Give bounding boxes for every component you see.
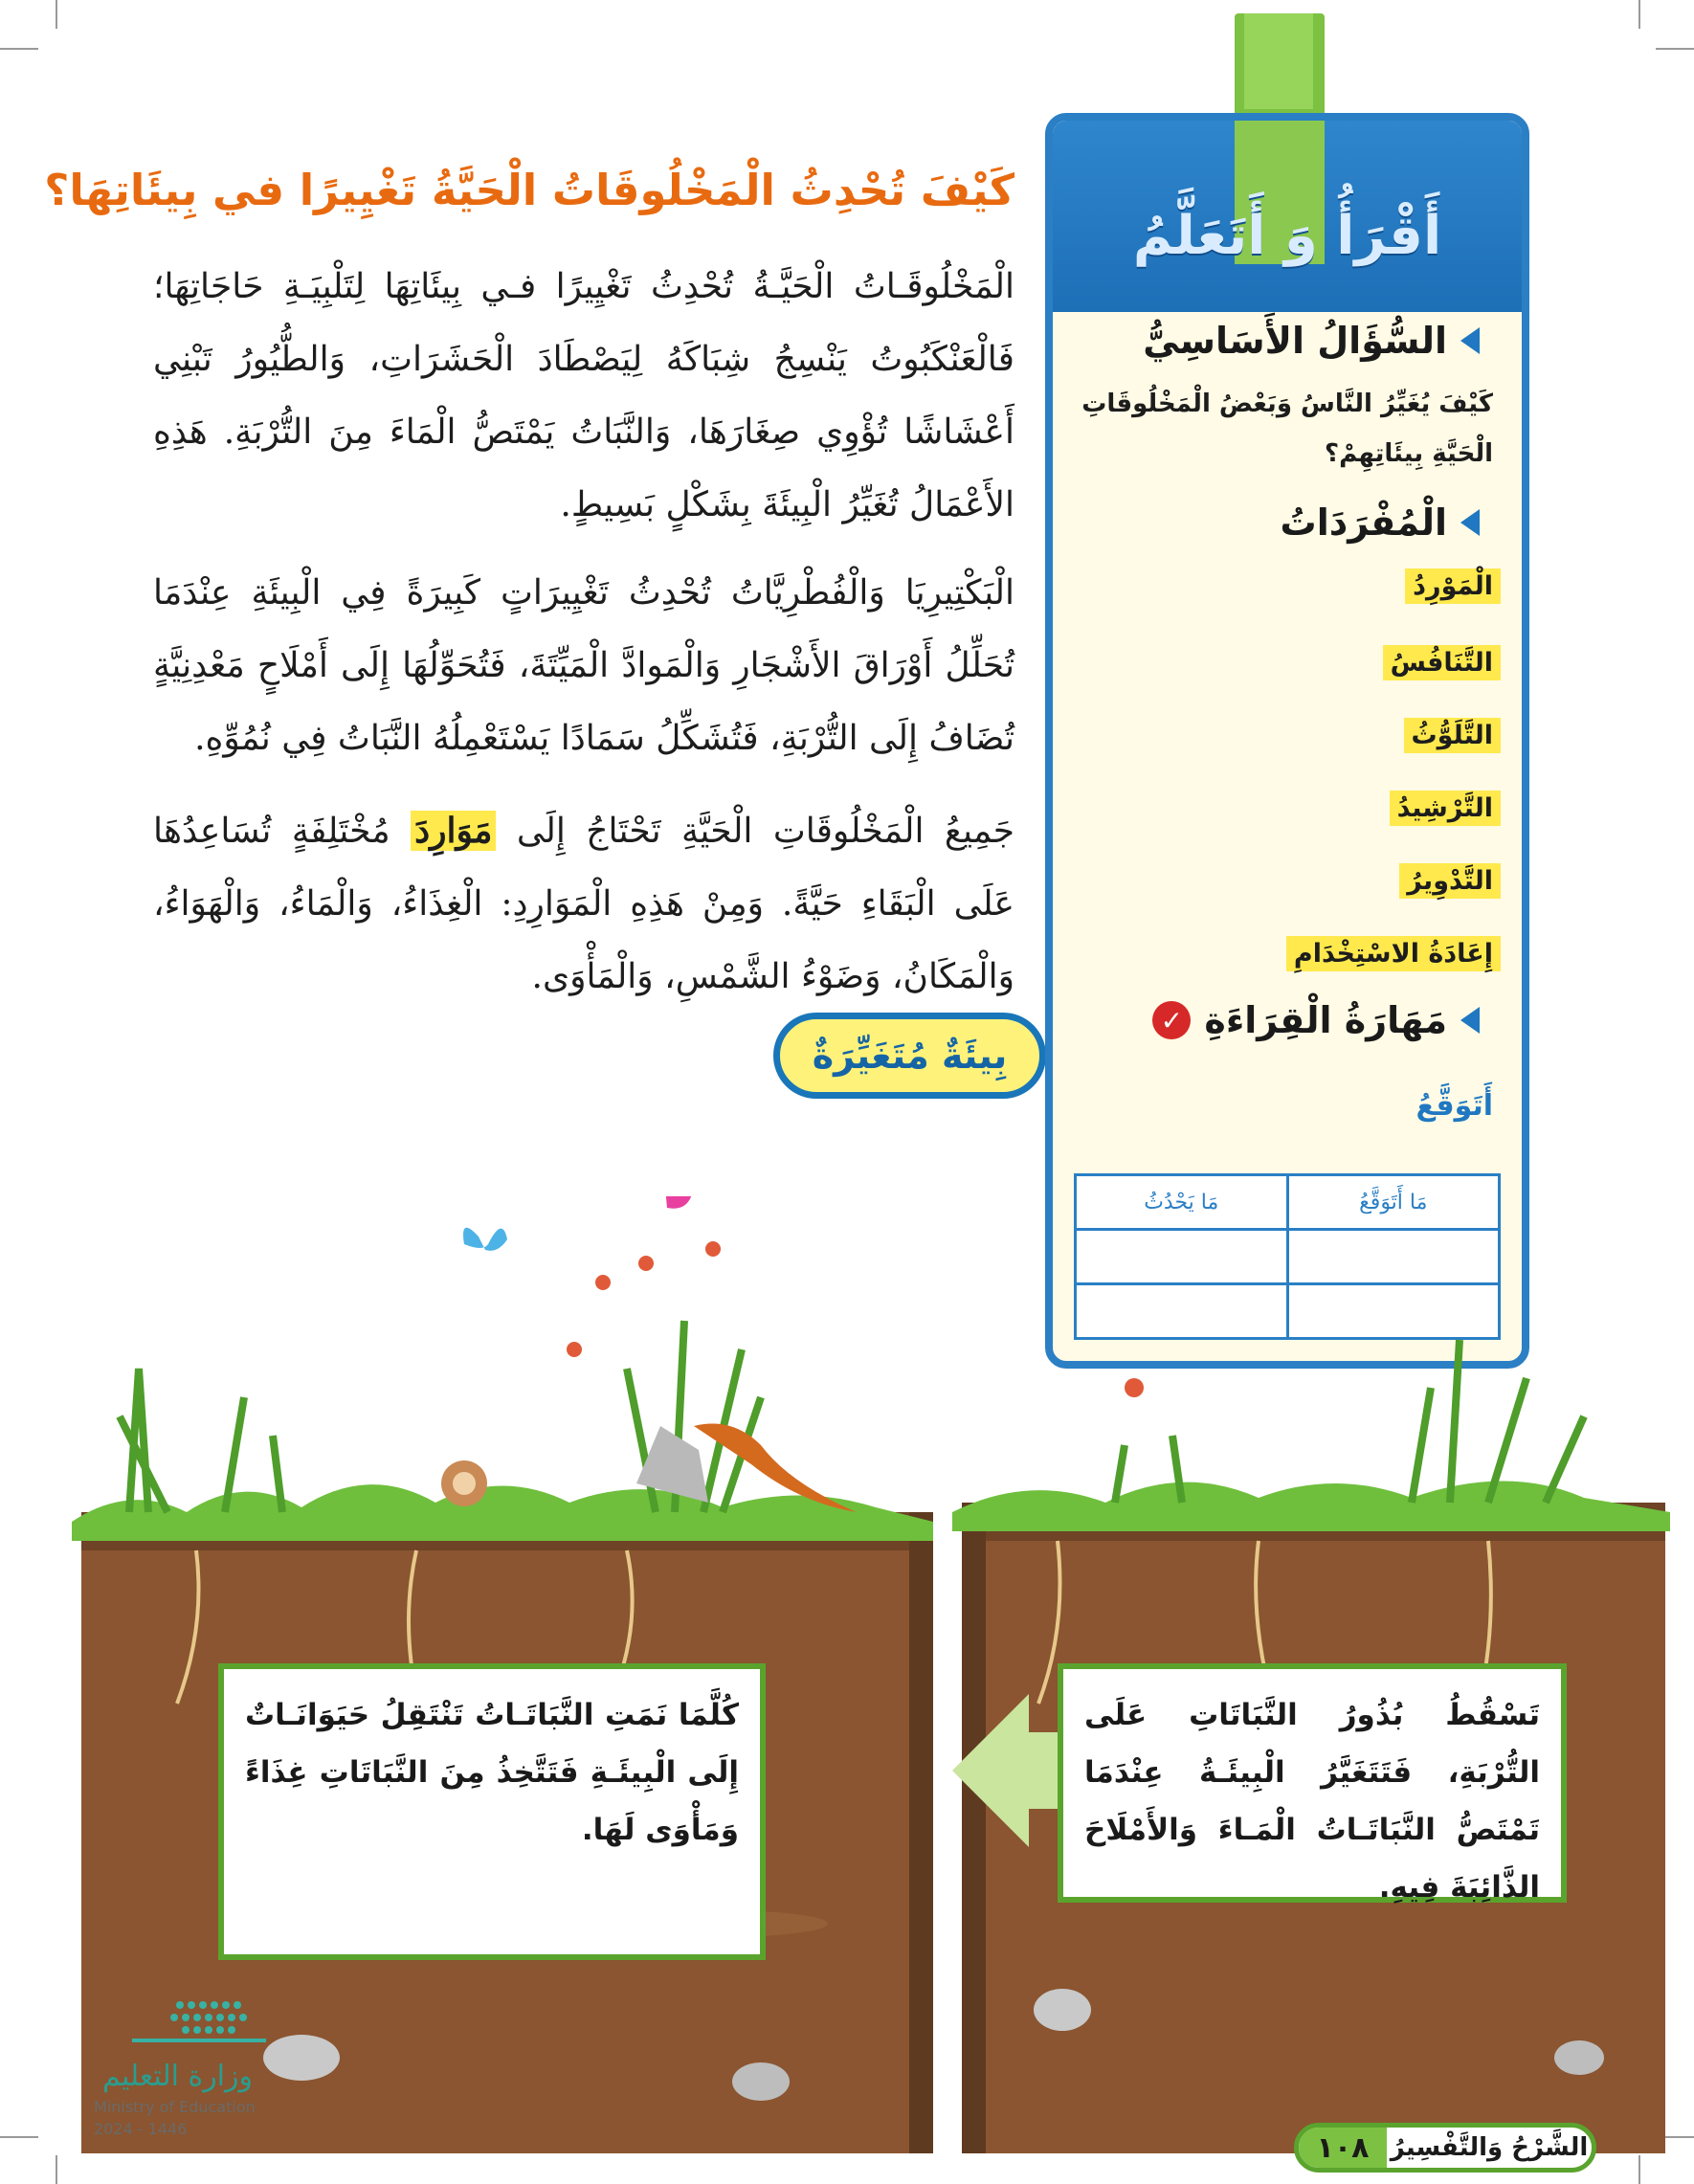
sidebar-title: أَقْرَأُ وَ أَتَعَلَّمُ <box>1132 205 1442 267</box>
highlighted-term-resources: مَوَارِدَ <box>411 811 496 851</box>
vocab-item: التَّدْوِيرُ <box>1399 863 1501 899</box>
footer-section-label: الشَّرْحُ وَالتَّفْسِيرُ <box>1390 2133 1589 2162</box>
paragraph-3-start: جَمِيعُ الْمَخْلُوقَاتِ الْحَيَّةِ تَحْتَاجُ إِلَى <box>516 812 1014 851</box>
reading-skill-title: مَهَارَةُ الْقِرَاءَةِ <box>1204 999 1447 1041</box>
triangle-bullet-icon <box>1460 327 1480 354</box>
butterfly-icon <box>463 1228 507 1251</box>
essential-question-heading <box>1143 320 1480 362</box>
check-icon: ✓ <box>1152 1001 1191 1039</box>
essential-question-text: كَيْفَ يُغَيِّرُ النَّاسُ وَبَعْضُ الْمَخْلُوقَاتِ الْحَيَّةِ بِيئَاتِهِمْ؟ <box>1081 390 1493 468</box>
crop-mark <box>56 0 57 29</box>
paragraph-2: الْبَكْتِيرِيَا وَالْفُطْرِيَّاتُ تُحْدِثُ تَغْيِيرَاتٍ كَبِيرَةً فِي الْبِيئَةِ عِنْدَمَا تُحَلِّلُ أَوْرَاقَ الأَشْجَارِ وَالْمَوادَّ الْمَيِّتَةَ، فَتُحَوِّلُهَا إِلَى أَمْلَاحٍ مَعْدِنِيَّةٍ تُضَافُ إِلَى التُّرْبَةِ، فَتُشَكِّلُ سَمَادًا يَسْتَعْمِلُهُ النَّبَاتُ فِي نُمُوِّهِ. <box>153 573 1014 758</box>
crop-mark <box>1656 48 1694 50</box>
vocab-item: الْمَوْرِدُ <box>1405 568 1501 604</box>
paragraph-3-end: مُخْتَلِفَةٍ تُسَاعِدُهَا عَلَى الْبَقَاءِ حَيَّةً. وَمِنْ هَذِهِ الْمَوَارِدِ: الْغِذَاءُ، وَالْمَاءُ، وَالْهَوَاءُ، وَالْمَكَانُ، وَضَوْءُ الشَّمْسِ، وَالْمَأْوَى. <box>153 812 1014 996</box>
callout-seeds-fall: تَسْقُطُ بُذُورُ النَّبَاتَاتِ عَلَى التُّرْبَةِ، فَتَتَغَيَّرُ الْبِيئَـةُ عِنْدَمَا تَمْتَصُّ النَّبَاتَـاتُ الْمَـاءَ وَالأَمْلَاحَ الذَّائِبَةَ فِيهِ. <box>1058 1663 1567 1903</box>
read-and-learn-sidebar <box>1045 113 1529 1369</box>
essential-question-title: السُّؤَالُ الأَسَاسِيُّ <box>1143 320 1447 362</box>
crop-mark <box>0 2136 38 2138</box>
lesson-title: كَيْفَ تُحْدِثُ الْمَخْلُوقَاتُ الْحَيَّةُ تَغْيِيرًا في بِيئَاتِهَا؟ <box>44 165 1014 215</box>
ministry-name-arabic: وزارة التعليم <box>101 2060 253 2093</box>
reading-skill-heading <box>1152 999 1480 1041</box>
triangle-bullet-icon <box>1460 509 1480 536</box>
snail-icon <box>441 1460 487 1506</box>
triangle-bullet-icon <box>1460 1007 1480 1034</box>
crop-mark <box>1638 2155 1640 2184</box>
paragraph-3 <box>153 794 1014 1014</box>
sidebar-header <box>1053 121 1522 312</box>
vocab-item: التَّرْشِيدُ <box>1390 791 1501 826</box>
table-header-happens: مَا يَحْدُثُ <box>1076 1175 1288 1230</box>
section-label-changing-environment: بِيئَةٌ مُتَغَيِّرَةٌ <box>773 1013 1046 1099</box>
vocabulary-heading <box>1281 501 1480 544</box>
crop-mark <box>56 2155 57 2184</box>
page-number: ١٠٨ <box>1299 2128 1387 2168</box>
ministry-name-english: Ministry of Education <box>94 2098 256 2116</box>
crop-mark <box>0 48 38 50</box>
vocab-item: التَّلَوُّثُ <box>1404 718 1502 753</box>
ministry-logo-icon <box>94 1991 323 2058</box>
callout-animals-move: كُلَّمَا نَمَتِ النَّبَاتَـاتُ تَنْتَقِلُ حَيَوَانَـاتٌ إِلَى الْبِيئَـةِ فَتَتَّخِذُ مِنَ النَّبَاتَاتِ غِذَاءً وَمَأْوَى لَهَا. <box>218 1663 766 1960</box>
edition-year: 2024 - 1446 <box>94 2120 188 2138</box>
bookmark-tab-highlight <box>1244 13 1313 109</box>
table-header-predict: مَا أَتَوَقَّعُ <box>1287 1175 1500 1230</box>
crop-mark <box>1638 0 1640 29</box>
reading-skill-name: أَتَوَقَّعُ <box>1415 1089 1493 1123</box>
vocab-item: التَّنَافُسُ <box>1383 645 1501 680</box>
vocabulary-title: الْمُفْرَدَاتُ <box>1280 501 1447 544</box>
page-footer-badge <box>1294 2123 1596 2173</box>
vocab-item: إِعَادَةُ الاسْتِخْدَامِ <box>1286 936 1501 971</box>
pink-flower-icon <box>665 1196 692 1209</box>
paragraph-1: الْمَخْلُوقَـاتُ الْحَيَّـةُ تُحْدِثُ تَغْيِيرًا فـي بِيئَاتِهَا لِتَلْبِيَـةِ حَاجَاتِهَا؛ فَالْعَنْكَبُوتُ يَنْسِجُ شِبَاكَهُ لِيَصْطَادَ الْحَشَرَاتِ، وَالطُّيُورُ تَبْنِي أَعْشَاشًا تُؤْوِي صِغَارَهَا، وَالنَّبَاتُ يَمْتَصُّ الْمَاءَ مِنَ التُّرْبَةِ. هَذِهِ الأَعْمَالُ تُغَيِّرُ الْبِيئَةَ بِشَكْلٍ بَسِيطٍ. <box>153 267 1014 524</box>
